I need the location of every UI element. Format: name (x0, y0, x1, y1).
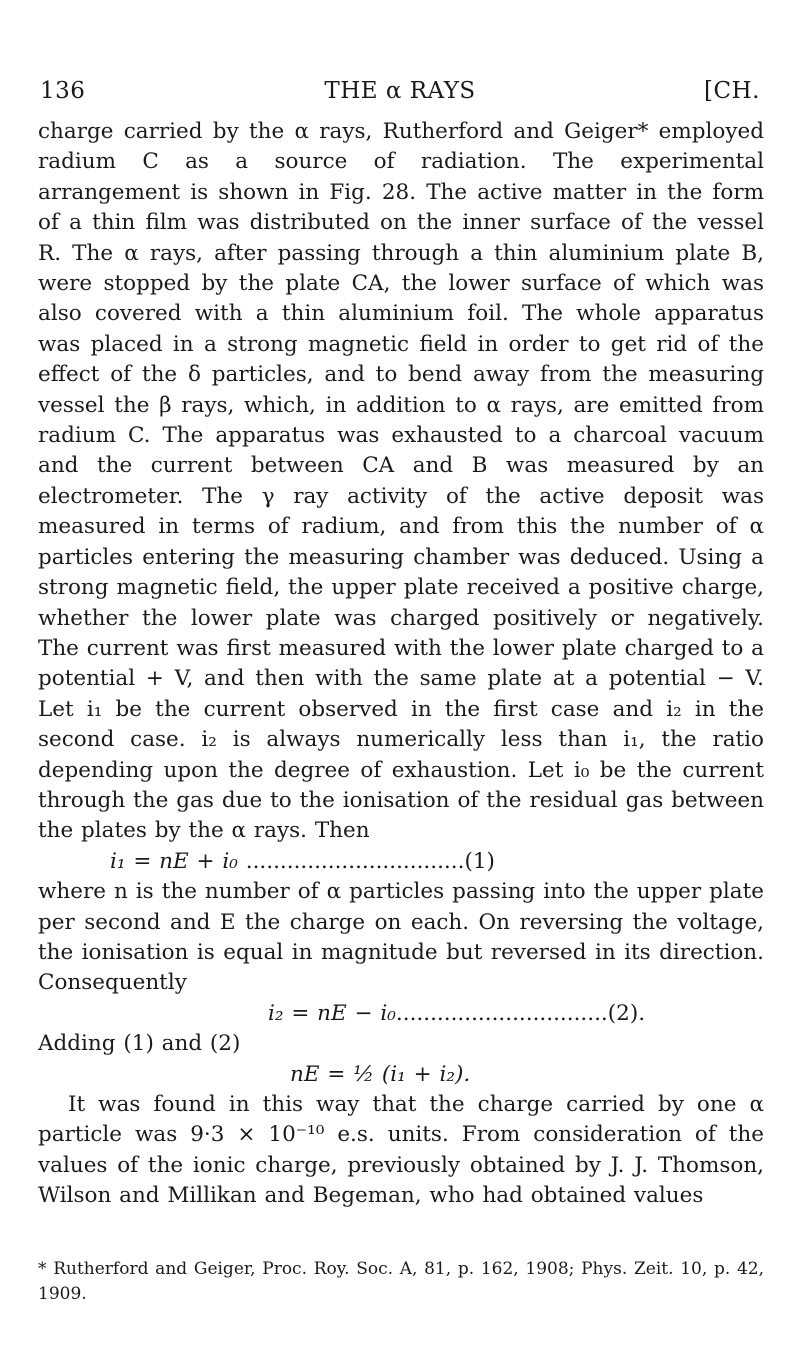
equation-2-label: (2). (607, 1000, 646, 1026)
chapter-marker: [CH. (704, 78, 760, 104)
equation-1-dots: ................................ (237, 848, 465, 874)
footnote: * Rutherford and Geiger, Proc. Roy. Soc. A, 81, p. 162, 1908; Phys. Zeit. 10, p. 42, 1909. (38, 1259, 764, 1304)
equation-3 (38, 1060, 764, 1090)
equation-1 (38, 847, 764, 877)
paragraph-3: It was found in this way that the charge carried by one α particle was 9·3 × 10⁻¹⁰ e.s. units. From consideration of the values of the ionic charge, previously obtained by J. J. Thomson, Wilson and Millikan and Begeman, who had obtained values (38, 1092, 764, 1209)
equation-3-expr: nE = ½ (i₁ + i₂). (290, 1061, 471, 1087)
body-text (38, 117, 764, 1212)
equation-2-dots: ............................... (395, 1000, 608, 1026)
equation-1-expr: i₁ = nE + i₀ (110, 848, 238, 874)
equation-2-expr: i₂ = nE − i₀ (268, 1000, 396, 1026)
running-title: THE α RAYS (324, 78, 476, 104)
paragraph-2: where n is the number of α particles passing into the upper plate per second and E the charge on each. On reversing the voltage, the ionisation is equal in magnitude but reversed in its direction. Consequently (38, 879, 764, 996)
page-header (40, 78, 760, 114)
page-number: 136 (40, 78, 86, 104)
adding-line: Adding (1) and (2) (38, 1031, 241, 1057)
equation-1-label: (1) (464, 848, 495, 874)
equation-2 (38, 999, 764, 1029)
paragraph-1: charge carried by the α rays, Rutherford and Geiger* employed radium C as a source of radiation. The experimental arrangement is shown in Fig. 28. The active matter in the form of a thin film was distributed on the inner surface of the vessel R. The α rays, after passing through a thin aluminium plate B, were stopped by the plate CA, the lower surface of which was also covered with a thin aluminium foil. The whole apparatus was placed in a strong magnetic field in order to get rid of the effect of the δ particles, and to bend away from the measuring vessel the β rays, which, in addition to α rays, are emitted from radium C. The apparatus was exhausted to a charcoal vacuum and the current between CA and B was measured by an electrometer. The γ ray activity of the active deposit was measured in terms of radium, and from this the number of α particles entering the measuring chamber was deduced. Using a strong magnetic field, the upper plate received a positive charge, whether the lower plate was charged positively or negatively. The current was first measured with the lower plate charged to a potential + V, and then with the same plate at a potential − V. Let i₁ be the current observed in the first case and i₂ in the second case. i₂ is always numerically less than i₁, the ratio depending upon the degree of exhaustion. Let i₀ be the current through the gas due to the ionisation of the residual gas between the plates by the α rays. Then (38, 119, 764, 844)
